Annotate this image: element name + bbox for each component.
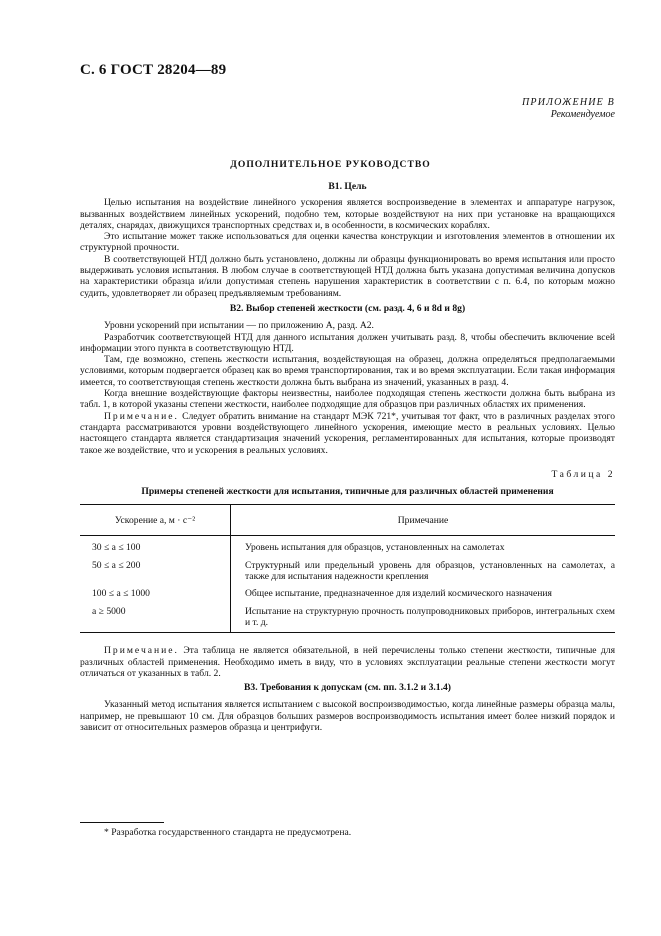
document-body [80, 181, 615, 733]
table-row [80, 536, 615, 557]
table-caption: Примеры степеней жесткости для испытания, типичные для различных областей применения [141, 486, 554, 498]
paragraph: Когда внешние воздействующие факторы неизвестны, наиболее подходящая степень жесткости должна быть выбрана из табл. 1, в которой указаны степени жесткости, наиболее подходящие для образцов при различных областях их применения. [80, 388, 615, 411]
table-note-paragraph [80, 645, 615, 679]
note-label: Примечание. [104, 410, 179, 422]
table-cell-note: Структурный или предельный уровень для образцов, установленных на самолетах, а также для испытания надежности крепления [245, 559, 615, 583]
footnote-divider [80, 822, 164, 823]
document-title: ДОПОЛНИТЕЛЬНОЕ РУКОВОДСТВО [230, 159, 431, 170]
table-cell-note: Испытание на структурную прочность полупроводниковых приборов, интегральных схем и т. д. [231, 603, 616, 633]
paragraph: Указанный метод испытания является испытанием с высокой воспроизводимостью, когда линейные размеры образца малы, например, не превышают 10 см. Для образцов больших размеров воспроизводимость испытания имеет более низкий порядок и зависит от относительных размеров образца и центрифуги. [80, 699, 615, 733]
footnote: * Разработка государственного стандарта не предусмотрена. [104, 827, 352, 838]
paragraph: Уровни ускорений при испытании — по приложению А, разд. А2. [104, 320, 374, 332]
table-cell-range: 50 ≤ a ≤ 200 [80, 557, 231, 586]
table-row [80, 585, 615, 602]
table-header-note: Примечание [231, 505, 616, 536]
table-cell-range: 100 ≤ a ≤ 1000 [80, 585, 231, 602]
paragraph: Целью испытания на воздействие линейного ускорения является воспроизведение в элементах и аппаратуре нагрузок, вызванных воздействием линейных ускорений, подобно тем, которые воздействуют на них при установке на вращающихся деталях, снарядах, движущихся транспортных средствах и, в особенности, в космических кораблях. [80, 197, 615, 231]
note-paragraph [80, 411, 615, 456]
note-text: Эта таблица не является обязательной, в ней перечислены только степени жесткости, типичные для различных областей применения. Необходимо иметь в виду, что в условиях эксплуатации реальные степени жесткости могут отличаться от указанных в табл. 2. [80, 645, 615, 679]
table-cell-range: a ≥ 5000 [80, 603, 231, 633]
paragraph: Это испытание может также использоваться для оценки качества конструкции и изготовления элементов в отношении их структурной прочности. [80, 231, 615, 254]
note-text: Следует обратить внимание на стандарт МЭК 721*, учитывая тот факт, что в различных разделах этого стандарта рассматриваются уровни воздействующего линейного ускорения, имеющие место в реальных условиях. Целью настоящего стандарта является стандартизация значений ускорения, регламентированных для испытания, которые производят такое же воздействие, что и ускорения в реальных условиях. [80, 410, 615, 456]
table-row [80, 557, 615, 586]
section-b3-heading: В3. Требования к допускам (см. пп. 3.1.2 и 3.1.4) [244, 682, 451, 694]
table-cell-range: 30 ≤ a ≤ 100 [80, 536, 231, 557]
page-header: С. 6 ГОСТ 28204—89 [80, 62, 227, 78]
paragraph: Там, где возможно, степень жесткости испытания, воздействующая на образец, должна определяться предполагаемыми условиями, которым подвергается образец как во время транспортирования, так и во время эксплуатации. Если такая информация имеется, то соответствующая степень жесткости должна быть выбрана из значений, указанных в разд. 4. [80, 354, 615, 388]
table-header-acceleration: Ускорение a, м · с⁻² [80, 505, 231, 536]
paragraph: Разработчик соответствующей НТД для данного испытания должен учитывать разд. 8, чтобы обеспечить включение всей информации этого пункта в соответствующую НТД. [80, 331, 615, 354]
appendix-label-block [522, 97, 615, 120]
appendix-label: ПРИЛОЖЕНИЕ В [522, 97, 615, 108]
table-cell-note: Уровень испытания для образцов, установленных на самолетах [245, 542, 505, 554]
paragraph: В соответствующей НТД должно быть установлено, должны ли образцы функционировать во время испытания или просто выдерживать условия испытания. В любом случае в соответствующей НТД должна быть указана допустимая величина допусков на характеристики образца и/или допустимая степень нарушения характеристик в соответствии с п. 6.4, по которым можно судить, удовлетворяет ли образец предъявляемым требованиям. [80, 253, 615, 299]
severity-table [80, 504, 615, 633]
table-cell-note: Общее испытание, предназначенное для изделий космического назначения [245, 588, 552, 600]
section-b2-heading: В2. Выбор степеней жесткости (см. разд. 4, 6 и 8d и 8g) [229, 302, 466, 314]
section-b1-heading: В1. Цель [328, 181, 367, 192]
table-row [80, 603, 615, 633]
table-number: Таблица 2 [551, 468, 615, 480]
appendix-status: Рекомендуемое [550, 109, 615, 120]
note-label: Примечание. [104, 645, 179, 657]
